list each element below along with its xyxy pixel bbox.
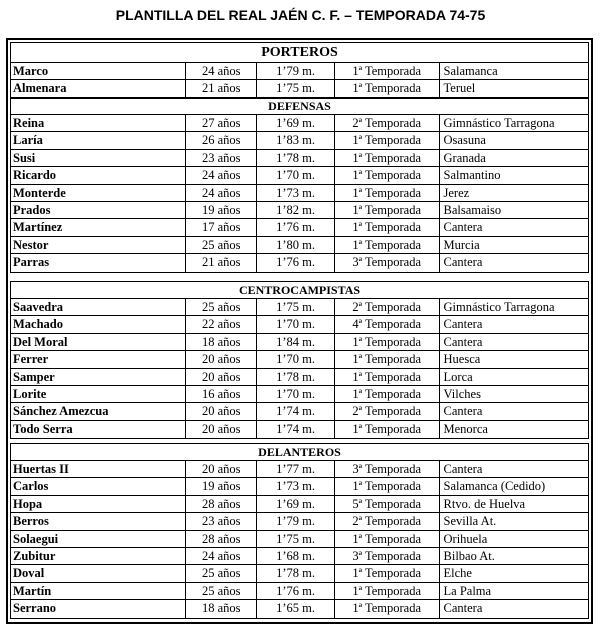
player-season: 1ª Temporada [335, 421, 440, 438]
player-height: 1’69 m. [257, 496, 335, 512]
player-age: 27 años [186, 115, 257, 131]
player-origin: Osasuna [443, 133, 486, 148]
player-name: Todo Serra [11, 421, 186, 438]
player-age: 21 años [186, 80, 257, 97]
player-height: 1’82 m. [257, 202, 335, 218]
table-row [11, 403, 588, 420]
table-row [11, 386, 588, 403]
player-origin: Cantera [443, 220, 483, 235]
player-height: 1’76 m. [257, 254, 335, 271]
player-origin: Menorca [443, 421, 488, 436]
player-name: Reina [11, 115, 186, 131]
player-name: Solaegui [11, 531, 186, 547]
player-name: Monterde [11, 185, 186, 201]
player-height: 1’73 m. [257, 185, 335, 201]
player-name: Laría [11, 132, 186, 148]
player-age: 20 años [186, 351, 257, 367]
player-age: 20 años [186, 403, 257, 419]
player-season: 5ª Temporada [335, 496, 440, 512]
player-season: 1ª Temporada [335, 132, 440, 148]
player-age: 16 años [186, 386, 257, 402]
player-season: 1ª Temporada [335, 80, 440, 97]
player-name: Serrano [11, 600, 186, 617]
player-name: Berros [11, 513, 186, 529]
player-origin: Cantera [443, 334, 483, 349]
player-name: Sánchez Amezcua [11, 403, 186, 419]
player-origin: Murcia [443, 237, 480, 252]
player-name: Saavedra [11, 299, 186, 315]
player-origin: Cantera [443, 601, 483, 616]
table-row [11, 80, 588, 97]
player-origin: Cantera [443, 255, 483, 270]
player-age: 24 años [186, 167, 257, 183]
player-season: 4ª Temporada [335, 316, 440, 332]
table-row [11, 496, 588, 513]
player-origin: Teruel [443, 81, 476, 96]
player-age: 25 años [186, 565, 257, 581]
player-season: 1ª Temporada [335, 478, 440, 494]
player-age: 19 años [186, 202, 257, 218]
player-age: 23 años [186, 150, 257, 166]
section-heading: PORTEROS [11, 43, 588, 63]
player-age: 25 años [186, 583, 257, 599]
player-height: 1’84 m. [257, 334, 335, 350]
section-heading: DEFENSAS [11, 98, 588, 115]
player-origin: Salmantino [443, 168, 501, 183]
player-origin: Gimnástico Tarragona [443, 300, 555, 314]
player-height: 1’78 m. [257, 150, 335, 166]
player-season: 2ª Temporada [335, 115, 440, 131]
player-season: 1ª Temporada [335, 63, 440, 79]
section-centrocampistas [10, 281, 589, 439]
player-season: 1ª Temporada [335, 369, 440, 385]
table-row [11, 316, 588, 333]
player-height: 1’74 m. [257, 403, 335, 419]
player-origin: Sevilla At. [443, 514, 497, 529]
table-row [11, 583, 588, 600]
player-season: 1ª Temporada [335, 351, 440, 367]
table-row [11, 369, 588, 386]
player-age: 18 años [186, 600, 257, 617]
table-row [11, 237, 588, 254]
player-origin: Gimnástico Tarragona [443, 116, 555, 130]
player-height: 1’75 m. [257, 299, 335, 315]
player-name: Carlos [11, 478, 186, 494]
table-row [11, 531, 588, 548]
player-season: 1ª Temporada [335, 565, 440, 581]
player-season: 3ª Temporada [335, 254, 440, 271]
player-age: 17 años [186, 219, 257, 235]
player-season: 3ª Temporada [335, 548, 440, 564]
player-name: Prados [11, 202, 186, 218]
player-origin: Jerez [443, 185, 470, 200]
player-name: Zubitur [11, 548, 186, 564]
section-porteros [10, 42, 589, 99]
table-row [11, 421, 588, 438]
player-origin: Huesca [443, 352, 481, 367]
player-season: 1ª Temporada [335, 167, 440, 183]
player-name: Almenara [11, 80, 186, 97]
player-name: Ricardo [11, 167, 186, 183]
player-height: 1’65 m. [257, 600, 335, 617]
player-name: Nestor [11, 237, 186, 253]
player-height: 1’70 m. [257, 386, 335, 402]
player-season: 1ª Temporada [335, 334, 440, 350]
player-origin: Cantera [443, 462, 483, 476]
table-row [11, 299, 588, 316]
player-height: 1’78 m. [257, 565, 335, 581]
player-season: 1ª Temporada [335, 185, 440, 201]
player-age: 20 años [186, 369, 257, 385]
player-name: Lorite [11, 386, 186, 402]
table-row [11, 600, 588, 617]
player-age: 21 años [186, 254, 257, 271]
player-season: 2ª Temporada [335, 513, 440, 529]
player-season: 2ª Temporada [335, 299, 440, 315]
player-height: 1’70 m. [257, 316, 335, 332]
player-name: Samper [11, 369, 186, 385]
player-age: 20 años [186, 461, 257, 477]
page-title: PLANTILLA DEL REAL JAÉN C. F. – TEMPORADA 74-75 [115, 7, 486, 23]
section-delanteros [10, 443, 589, 619]
table-row [11, 254, 588, 271]
player-name: Huertas II [11, 461, 186, 477]
table-row [11, 478, 588, 495]
player-season: 1ª Temporada [335, 583, 440, 599]
section-defensas [10, 97, 589, 273]
player-origin: La Palma [443, 583, 492, 598]
section-heading: CENTROCAMPISTAS [11, 282, 588, 299]
table-row [11, 115, 588, 132]
player-age: 24 años [186, 185, 257, 201]
player-name: Susi [11, 150, 186, 166]
player-age: 18 años [186, 334, 257, 350]
player-age: 19 años [186, 478, 257, 494]
player-height: 1’74 m. [257, 421, 335, 438]
table-row [11, 565, 588, 582]
player-origin: Cantera [443, 404, 483, 419]
player-height: 1’77 m. [257, 461, 335, 477]
player-season: 1ª Temporada [335, 237, 440, 253]
player-age: 24 años [186, 63, 257, 79]
player-origin: Salamanca [443, 64, 498, 78]
player-origin: Bilbao At. [443, 548, 495, 563]
player-age: 24 años [186, 548, 257, 564]
player-height: 1’76 m. [257, 219, 335, 235]
table-row [11, 548, 588, 565]
player-name: Parras [11, 254, 186, 271]
player-age: 28 años [186, 531, 257, 547]
player-origin: Rtvo. de Huelva [443, 496, 526, 511]
player-origin: Orihuela [443, 531, 488, 546]
player-height: 1’79 m. [257, 513, 335, 529]
player-height: 1’69 m. [257, 115, 335, 131]
player-name: Martín [11, 583, 186, 599]
player-origin: Granada [443, 150, 486, 165]
player-origin: Balsamaiso [443, 202, 502, 217]
player-season: 2ª Temporada [335, 403, 440, 419]
player-origin: Elche [443, 566, 472, 581]
player-height: 1’78 m. [257, 369, 335, 385]
player-age: 22 años [186, 316, 257, 332]
player-height: 1’68 m. [257, 548, 335, 564]
table-row [11, 185, 588, 202]
player-origin: Cantera [443, 317, 483, 332]
player-height: 1’80 m. [257, 237, 335, 253]
table-row [11, 63, 588, 80]
player-name: Machado [11, 316, 186, 332]
player-height: 1’76 m. [257, 583, 335, 599]
player-height: 1’70 m. [257, 351, 335, 367]
player-height: 1’75 m. [257, 80, 335, 97]
player-name: Del Moral [11, 334, 186, 350]
player-height: 1’75 m. [257, 531, 335, 547]
player-origin: Lorca [443, 369, 473, 384]
table-row [11, 167, 588, 184]
player-season: 1ª Temporada [335, 202, 440, 218]
player-height: 1’83 m. [257, 132, 335, 148]
player-age: 26 años [186, 132, 257, 148]
player-name: Doval [11, 565, 186, 581]
roster-table [6, 38, 593, 624]
player-season: 1ª Temporada [335, 219, 440, 235]
player-height: 1’73 m. [257, 478, 335, 494]
player-height: 1’79 m. [257, 63, 335, 79]
player-age: 20 años [186, 421, 257, 438]
player-name: Ferrer [11, 351, 186, 367]
table-row [11, 150, 588, 167]
player-season: 1ª Temporada [335, 150, 440, 166]
player-season: 3ª Temporada [335, 461, 440, 477]
player-origin: Vilches [443, 386, 481, 401]
table-row [11, 351, 588, 368]
player-age: 23 años [186, 513, 257, 529]
player-age: 25 años [186, 237, 257, 253]
table-row [11, 461, 588, 478]
table-row [11, 513, 588, 530]
table-row [11, 202, 588, 219]
section-heading: DELANTEROS [11, 444, 588, 461]
player-name: Hopa [11, 496, 186, 512]
table-row [11, 219, 588, 236]
table-row [11, 132, 588, 149]
table-row [11, 334, 588, 351]
player-age: 28 años [186, 496, 257, 512]
player-age: 25 años [186, 299, 257, 315]
player-season: 1ª Temporada [335, 531, 440, 547]
player-origin: Salamanca (Cedido) [443, 479, 546, 494]
player-season: 1ª Temporada [335, 386, 440, 402]
player-name: Martínez [11, 219, 186, 235]
player-height: 1’70 m. [257, 167, 335, 183]
player-season: 1ª Temporada [335, 600, 440, 617]
player-name: Marco [11, 63, 186, 79]
